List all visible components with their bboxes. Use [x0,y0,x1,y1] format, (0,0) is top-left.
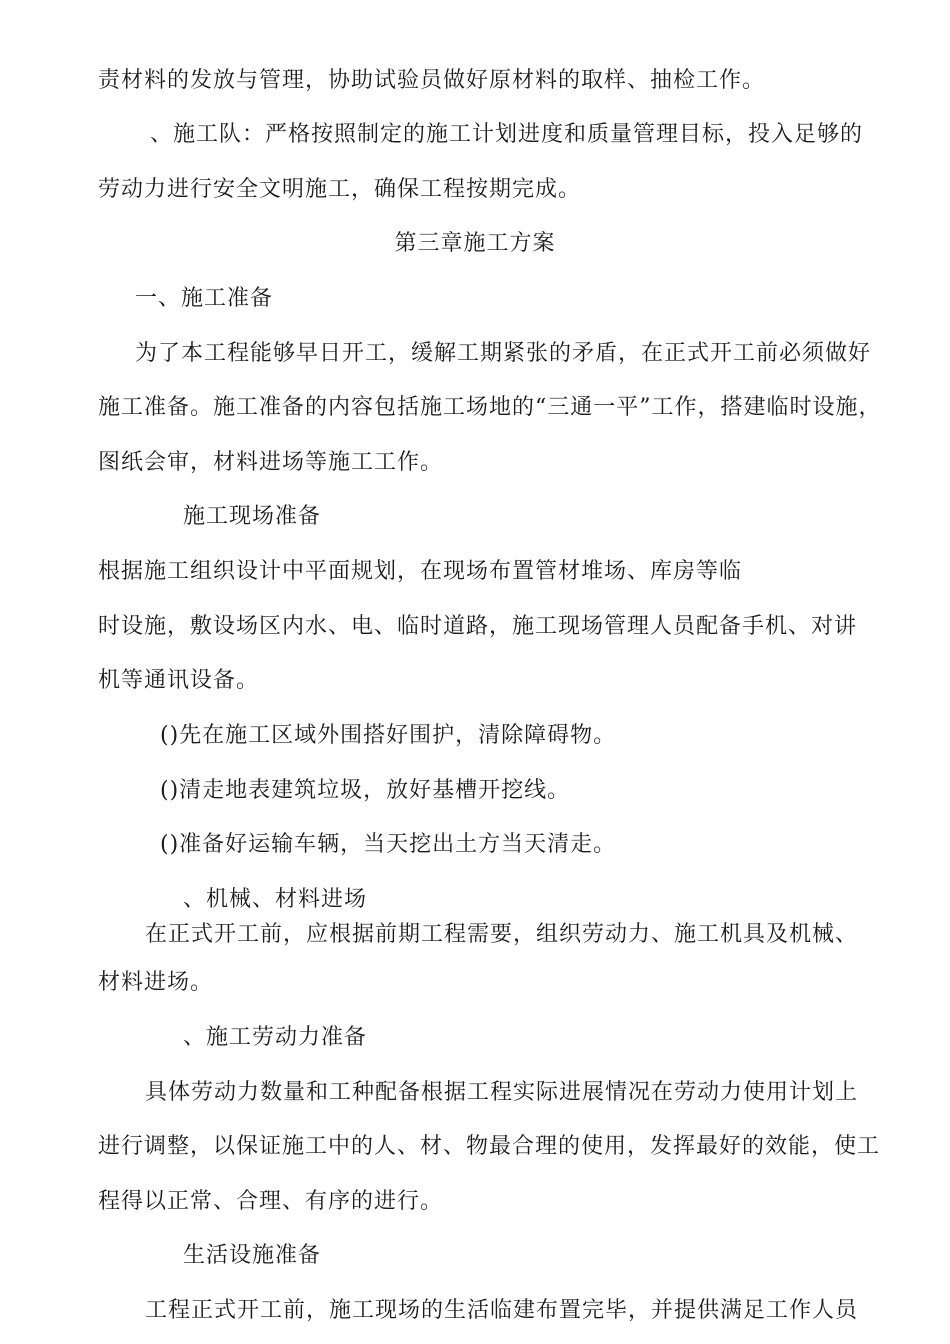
paragraph-line: 机等通讯设备。 [98,668,260,693]
paragraph-line: 劳动力进行安全文明施工，确保工程按期完成。 [98,177,582,202]
paragraph-line: 责材料的发放与管理，协助试验员做好原材料的取样、抽检工作。 [98,68,766,93]
chapter-title: 第三章施工方案 [394,231,556,256]
paragraph-line: 、施工队：严格按照制定的施工计划进度和质量管理目标，投入足够的 [150,122,864,147]
list-item: ()清走地表建筑垃圾，放好基槽开挖线。 [160,778,571,803]
paragraph-line: 进行调整，以保证施工中的人、材、物最合理的使用，发挥最好的效能，使工 [98,1134,881,1159]
paragraph-line: 图纸会审，材料进场等施工工作。 [98,450,444,475]
section-heading: 一、施工准备 [135,286,274,311]
paragraph-line: 工程正式开工前，施工现场的生活临建布置完毕，并提供满足工作人员 [145,1298,859,1323]
list-item: ()准备好运输车辆，当天挖出土方当天清走。 [160,832,617,857]
paragraph-line: 程得以正常、合理、有序的进行。 [98,1189,444,1214]
paragraph-line: 具体劳动力数量和工种配备根据工程实际进展情况在劳动力使用计划上 [145,1080,859,1105]
paragraph-line: 在正式开工前，应根据前期工程需要，组织劳动力、施工机具及机械、 [145,922,859,947]
paragraph-line: 施工准备。施工准备的内容包括施工场地的“三通一平”工作，搭建临时设施， [98,395,882,420]
paragraph-line: 材料进场。 [98,970,214,995]
subsection-heading: 、机械、材料进场 [183,887,368,912]
paragraph-line: 时设施，敷设场区内水、电、临时道路，施工现场管理人员配备手机、对讲 [98,614,858,639]
list-item: ()先在施工区域外围搭好围护，清除障碍物。 [160,723,617,748]
subsection-heading: 、施工劳动力准备 [183,1025,368,1050]
subsection-heading: 施工现场准备 [183,504,322,529]
subsection-heading: 生活设施准备 [183,1243,322,1268]
paragraph-line: 为了本工程能够早日开工，缓解工期紧张的矛盾，在正式开工前必须做好 [135,341,872,366]
paragraph-line: 根据施工组织设计中平面规划，在现场布置管材堆场、库房等临 [98,559,743,584]
